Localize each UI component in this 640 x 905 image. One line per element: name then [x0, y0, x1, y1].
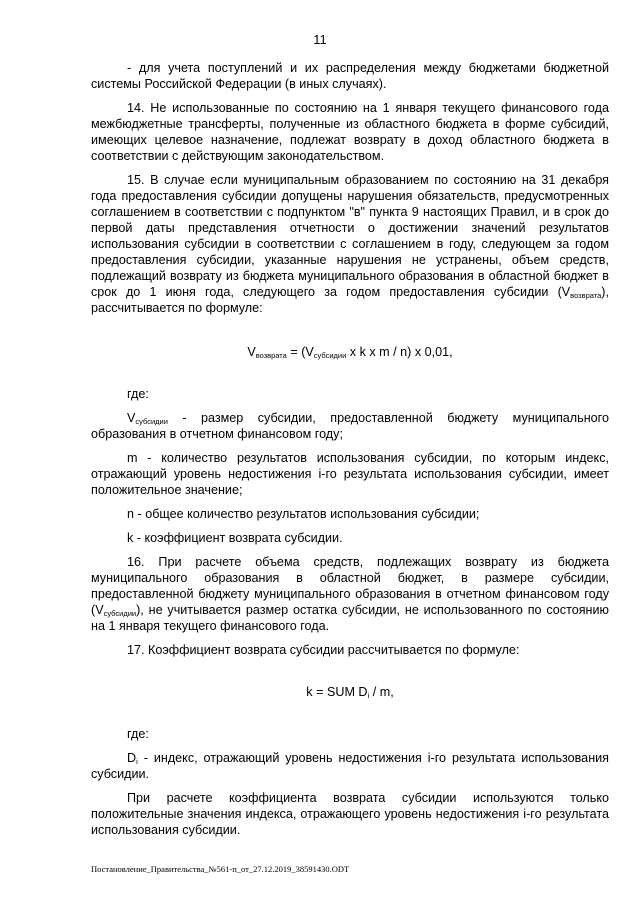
document-body	[91, 60, 609, 846]
paragraph-14: 14. Не использованные по состоянию на 1 января текущего финансового года межбюджетные трансферты, полученные из областного бюджета в форме субсидий, имеющих целевое назначение, подлежат возврату в доход областного бюджета в соответствии с действующим законодательством.	[91, 101, 609, 163]
formula-text: k = SUM D	[306, 685, 368, 699]
formula-eq: = (V	[286, 345, 314, 359]
formula-subscript: субсидии	[313, 351, 347, 360]
formula-return-volume	[91, 344, 609, 360]
definition-n: n - общее количество результатов использования субсидии;	[127, 507, 480, 521]
definition-subscript: субсидии	[135, 417, 168, 426]
formula-var: V	[247, 345, 256, 359]
paragraph-16-tail: ), не учитывается размер остатка субсидии, не использованного по состоянию на 1 января текущего финансового года.	[91, 603, 609, 633]
definition-m: m - количество результатов использования субсидии, по которым индекс, отражающий уровень недостижения i-го результата использования субсидии, имеет положительное значение;	[91, 451, 609, 497]
paragraph-16	[91, 554, 609, 634]
definition-text: - размер субсидии, предоставленной бюджету муниципального образования в отчетном финансовом году;	[91, 411, 609, 441]
definition-text: - индекс, отражающий уровень недостижения i-го результата использования субсидии.	[91, 751, 609, 781]
definition-d	[91, 750, 609, 782]
paragraph-budget-accounting: - для учета поступлений и их распределения между бюджетами бюджетной системы Российской Федерации (в иных случаях).	[91, 61, 609, 91]
paragraph-17: 17. Коэффициент возврата субсидии рассчитывается по формуле:	[127, 643, 520, 657]
paragraph-15	[91, 172, 609, 316]
paragraph-15-text: 15. В случае если муниципальным образованием по состоянию на 31 декабря года предоставления субсидии допущены нарушения обязательств, предусмотренных соглашением в соответствии с подпунктом "в" пункта 9 настоящих Правил, и в срок до первой даты представления отчетности о достижении значений результатов использования субсидии в соответствии с соглашением в году, следующем за годом предоставления субсидии, указанные нарушения не устранены, объем средств, подлежащий возврату из бюджета муниципального образования в областной бюджет в срок до 1 июня года, следующего за годом предоставления субсидии (V	[91, 173, 609, 299]
paragraph-positive-values: При расчете коэффициента возврата субсидии используются только положительные значения индекса, отражающего уровень недостижения i-го результата использования субсидии.	[91, 791, 609, 837]
subscript: возврата	[570, 291, 602, 300]
formula-subscript: i	[367, 691, 370, 700]
formula-coefficient	[91, 684, 609, 700]
definition-k: k - коэффициент возврата субсидии.	[127, 531, 343, 545]
paragraph-15-tail: ), рассчитывается по формуле:	[91, 285, 609, 315]
definition-v-subsidy	[91, 410, 609, 442]
formula-subscript: возврата	[255, 351, 287, 360]
document-footer: Постановление_Правительства_№561-п_от_27.12.2019_38591430.ODT	[91, 864, 350, 874]
definition-subscript: i	[136, 757, 138, 766]
definition-var: D	[127, 751, 137, 765]
formula-rest: x k x m / n) x 0,01,	[346, 345, 453, 359]
subscript: субсидии	[103, 609, 137, 618]
paragraph-16-text: 16. При расчете объема средств, подлежащих возврату из бюджета муниципального образования в областной бюджет, в размере субсидии, предоставленной бюджету муниципального образования в отчетном финансовом году (V	[91, 555, 609, 617]
page-number: 11	[313, 32, 327, 47]
formula-rest: / m,	[369, 685, 394, 699]
definition-var: V	[127, 411, 136, 425]
where-label: где:	[127, 387, 149, 401]
where-label: где:	[127, 727, 149, 741]
